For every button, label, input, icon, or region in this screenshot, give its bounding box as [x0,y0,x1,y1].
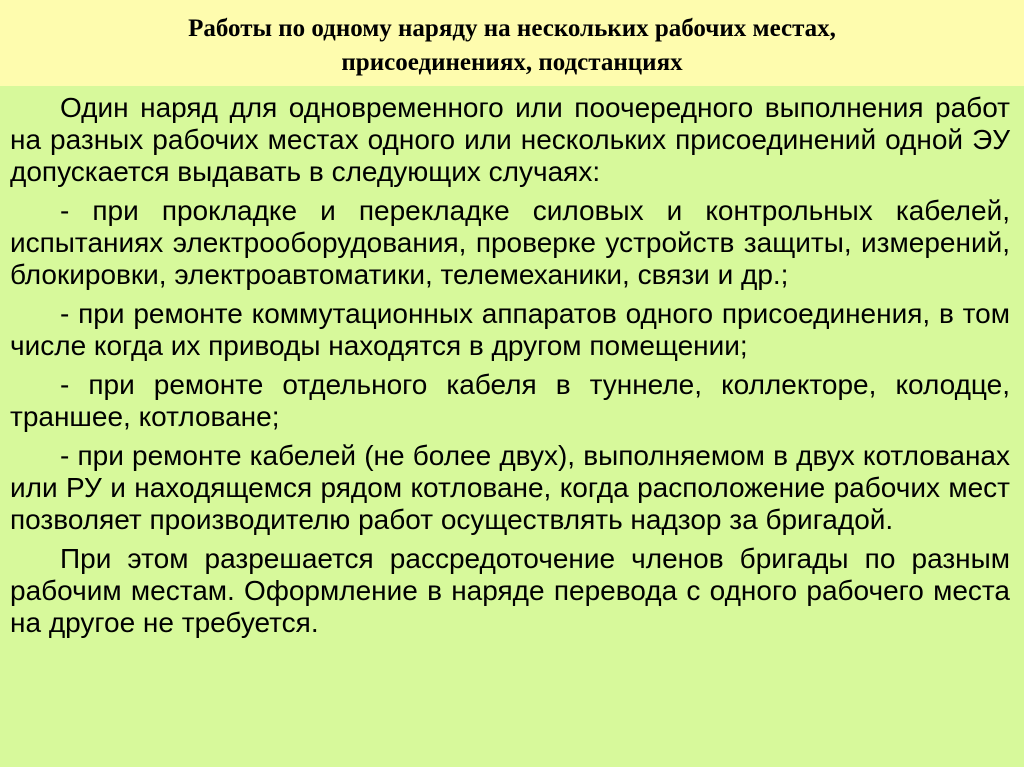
case-two-cables-paragraph: - при ремонте кабелей (не более двух), выполняемом в двух котлованах или РУ и находящемся рядом котловане, когда расположение рабочих мест позволяет производителю работ осуществлять надзор за бригадой. [10,440,1010,535]
case-single-cable-paragraph: - при ремонте отдельного кабеля в туннеле, коллекторе, колодце, траншее, котловане; [10,369,1010,432]
intro-paragraph: Один наряд для одновременного или поочередного выполнения работ на разных рабочих местах одного или нескольких присоединений одной ЭУ допускается выдавать в следующих случаях: [10,92,1010,187]
title-line-1: Работы по одному наряду на нескольких рабочих местах, [188,15,836,42]
title-line-2: присоединениях, подстанциях [341,49,683,76]
content-area [0,86,1024,767]
case-cables-paragraph: - при прокладке и перекладке силовых и контрольных кабелей, испытаниях электрооборудования, проверке устройств защиты, измерений, блокировки, электроавтоматики, телемеханики, связи и др.; [10,195,1010,290]
title-banner [0,0,1024,86]
conclusion-paragraph: При этом разрешается рассредоточение членов бригады по разным рабочим местам. Оформление в наряде перевода с одного рабочего места на другое не требуется. [10,543,1010,638]
case-switching-paragraph: - при ремонте коммутационных аппаратов одного присоединения, в том числе когда их приводы находятся в другом помещении; [10,298,1010,361]
